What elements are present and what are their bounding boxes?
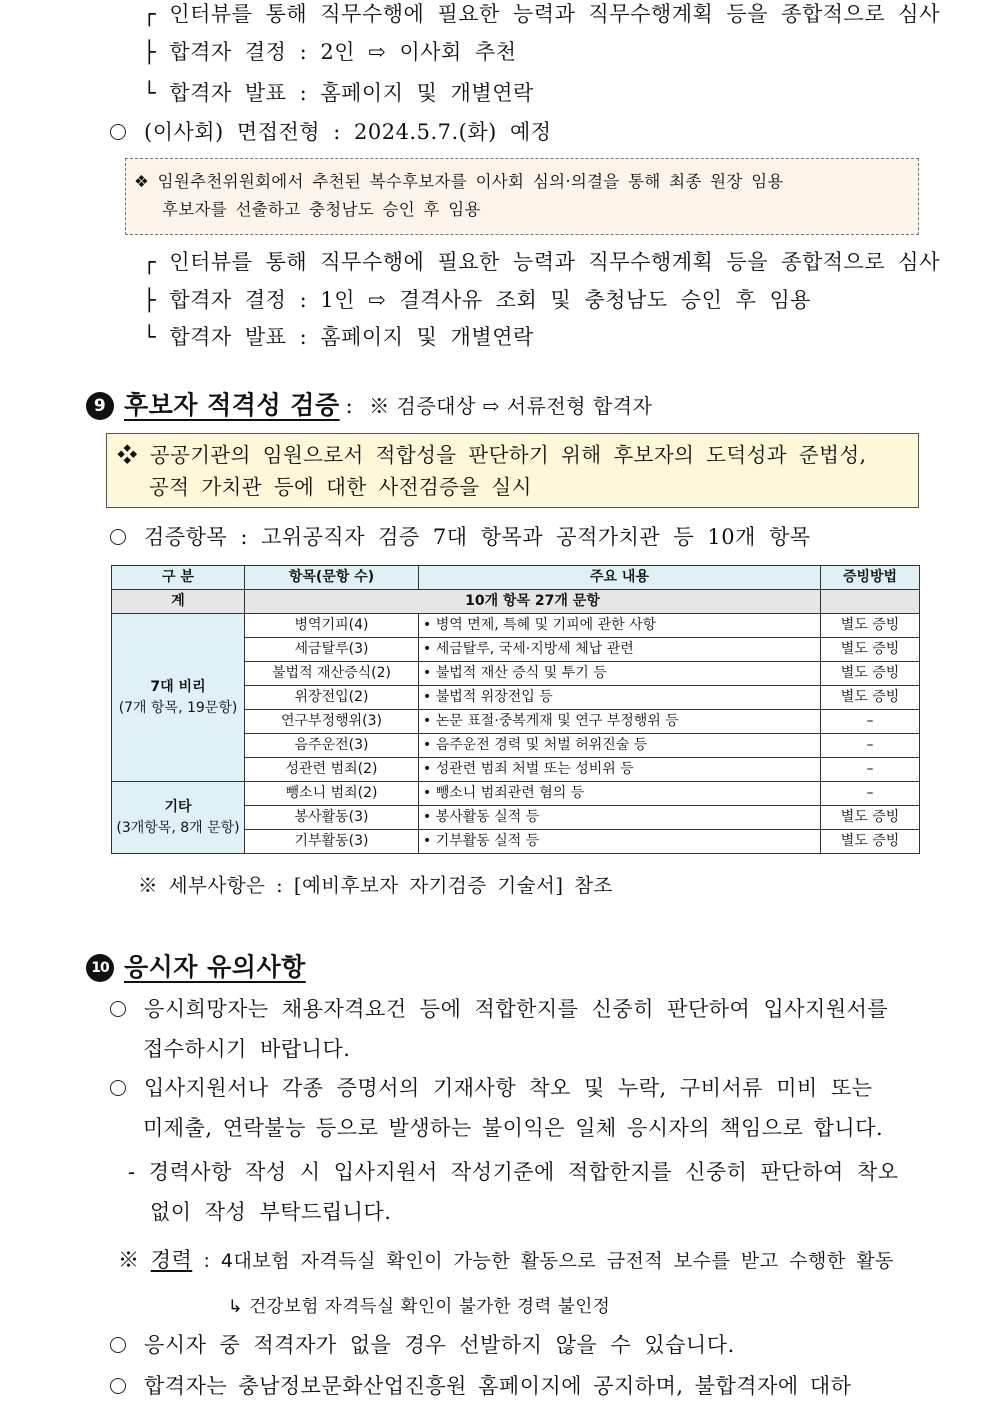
group-corruption	[112, 614, 245, 782]
section-10-heading	[86, 948, 306, 986]
notice-text: 입사지원서나 각종 증명서의 기재사항 착오 및 누락, 구비서류 미비 또는	[144, 1076, 873, 1100]
career-definition-line	[118, 1246, 894, 1275]
row-item: 세금탈루(3)	[245, 638, 419, 662]
row-item: 봉사활동(3)	[245, 806, 419, 830]
row-proof: –	[821, 758, 920, 782]
row-content: • 봉사활동 실적 등	[419, 806, 821, 830]
header-content: 주요 내용	[419, 566, 821, 590]
bullet-circle-icon	[110, 1378, 126, 1394]
row-content: • 음주운전 경력 및 처벌 허위진술 등	[419, 734, 821, 758]
table-row	[112, 614, 920, 638]
row-item: 뺑소니 범죄(2)	[245, 782, 419, 806]
verification-purpose-box	[106, 433, 919, 508]
row-proof: 별도 증빙	[821, 806, 920, 830]
row-proof: 별도 증빙	[821, 638, 920, 662]
row-item: 기부활동(3)	[245, 830, 419, 854]
notice-item-2	[110, 1074, 873, 1102]
row-proof: 별도 증빙	[821, 662, 920, 686]
header-proof: 증빙방법	[821, 566, 920, 590]
notice-item-2-cont: 미제출, 연락불능 등으로 발생하는 불이익은 일체 응시자의 책임으로 합니다.	[143, 1116, 884, 1140]
note-mark: ※	[118, 1248, 140, 1272]
section-number-badge: 10	[86, 954, 114, 982]
group-title: 기타	[164, 798, 192, 815]
notice-text: 응시희망자는 채용자격요건 등에 적합한지를 신중히 판단하여 입사지원서를	[144, 997, 889, 1021]
row-proof: 별도 증빙	[821, 614, 920, 638]
row-proof: 별도 증빙	[821, 830, 920, 854]
pass-announcement-line-2: └ 합격자 발표 : 홈페이지 및 개별연락	[143, 325, 534, 349]
notice-text: 합격자는 충남정보문화산업진흥원 홈페이지에 공지하며, 불합격자에 대하	[144, 1374, 852, 1398]
board-note-box	[125, 158, 919, 235]
section-title: 응시자 유의사항	[124, 952, 306, 982]
career-definition-text: : 4대보험 자격득실 확인이 가능한 활동으로 금전적 보수를 받고 수행한 활동	[203, 1250, 894, 1272]
career-term: 경력	[150, 1248, 193, 1272]
notice-text: 응시자 중 적격자가 없을 경우 선발하지 않을 수 있습니다.	[144, 1333, 735, 1357]
notice-item-3	[110, 1331, 735, 1359]
total-label: 계	[112, 590, 245, 614]
section-title: 후보자 적격성 검증	[124, 390, 340, 420]
group-other	[112, 782, 245, 854]
purpose-line-1: ❖ 공공기관의 임원으로서 적합성을 판단하기 위해 후보자의 도덕성과 준법성,	[117, 443, 867, 467]
notice-item-4	[110, 1372, 851, 1400]
row-content: • 불법적 재산 증식 및 투기 등	[419, 662, 821, 686]
section-note: ※ 검증대상 ⇨ 서류전형 합격자	[369, 393, 653, 418]
notice-item-1-cont: 접수하시기 바랍니다.	[143, 1037, 351, 1061]
section-9-heading	[86, 386, 652, 424]
career-entry-note: - 경력사항 작성 시 입사지원서 작성기준에 적합한지를 신중히 판단하여 착오	[128, 1160, 899, 1184]
bullet-circle-icon	[110, 529, 126, 545]
row-proof: 별도 증빙	[821, 686, 920, 710]
group-subtitle: (7개 항목, 19문항)	[118, 699, 238, 716]
career-entry-note-cont: 없이 작성 부탁드립니다.	[150, 1200, 392, 1224]
board-interview-text: (이사회) 면접전형 : 2024.5.7.(화) 예정	[144, 120, 552, 144]
group-subtitle: (3개항목, 8개 문항)	[116, 819, 240, 836]
row-content: • 논문 표절·중복게재 및 연구 부정행위 등	[419, 710, 821, 734]
row-item: 성관련 범죄(2)	[245, 758, 419, 782]
pass-announcement-line: └ 합격자 발표 : 홈페이지 및 개별연락	[143, 81, 534, 105]
board-note-line-1: ❖ 임원추천위원회에서 추천된 복수후보자를 이사회 심의·의결을 통해 최종 원장 임용	[134, 172, 784, 191]
table-row	[112, 782, 920, 806]
purpose-line-2: 공적 가치관 등에 대한 사전검증을 실시	[149, 475, 532, 499]
total-proof	[821, 590, 920, 614]
section-number-badge: 9	[86, 392, 114, 420]
bullet-circle-icon	[110, 1337, 126, 1353]
row-item: 위장전입(2)	[245, 686, 419, 710]
verification-items-text: 검증항목 : 고위공직자 검증 7대 항목과 공적가치관 등 10개 항목	[144, 525, 811, 549]
total-value: 10개 항목 27개 문항	[245, 590, 821, 614]
row-content: • 병역 면제, 특혜 및 기피에 관한 사항	[419, 614, 821, 638]
bullet-circle-icon	[110, 1080, 126, 1096]
row-content: • 기부활동 실적 등	[419, 830, 821, 854]
career-exclusion-line: ↳ 건강보험 자격득실 확인이 불가한 경력 불인정	[228, 1297, 611, 1317]
bullet-circle-icon	[110, 124, 126, 140]
table-footnote: ※ 세부사항은 : [예비후보자 자기검증 기술서] 참조	[138, 874, 613, 897]
board-note-line-2: 후보자를 선출하고 충청남도 승인 후 임용	[162, 200, 481, 219]
row-item: 불법적 재산증식(2)	[245, 662, 419, 686]
row-content: • 뺑소니 범죄관련 혐의 등	[419, 782, 821, 806]
pass-decision-line-2: ├ 합격자 결정 : 1인 ⇨ 결격사유 조회 및 충청남도 승인 후 임용	[143, 288, 812, 312]
table-header-row	[112, 566, 920, 590]
group-title: 7대 비리	[150, 678, 206, 695]
pass-decision-line: ├ 합격자 결정 : 2인 ⇨ 이사회 추천	[143, 40, 517, 64]
verification-items-line	[110, 523, 811, 551]
header-item: 항목(문항 수)	[245, 566, 419, 590]
board-interview-line	[110, 118, 552, 146]
row-content: • 불법적 위장전입 등	[419, 686, 821, 710]
row-proof: –	[821, 710, 920, 734]
verification-table	[111, 565, 920, 854]
bullet-circle-icon	[110, 1001, 126, 1017]
table-total-row	[112, 590, 920, 614]
header-category: 구 분	[112, 566, 245, 590]
row-proof: –	[821, 734, 920, 758]
notice-item-1	[110, 995, 888, 1023]
row-item: 음주운전(3)	[245, 734, 419, 758]
row-content: • 성관련 범죄 처벌 또는 성비위 등	[419, 758, 821, 782]
row-item: 병역기피(4)	[245, 614, 419, 638]
row-proof: –	[821, 782, 920, 806]
interview-criteria-line: ┌ 인터뷰를 통해 직무수행에 필요한 능력과 직무수행계획 등을 종합적으로 심사	[143, 2, 940, 26]
row-content: • 세금탈루, 국세·지방세 체납 관련	[419, 638, 821, 662]
row-item: 연구부정행위(3)	[245, 710, 419, 734]
section-colon: :	[345, 393, 354, 418]
interview-criteria-line-2: ┌ 인터뷰를 통해 직무수행에 필요한 능력과 직무수행계획 등을 종합적으로 심사	[143, 250, 940, 274]
